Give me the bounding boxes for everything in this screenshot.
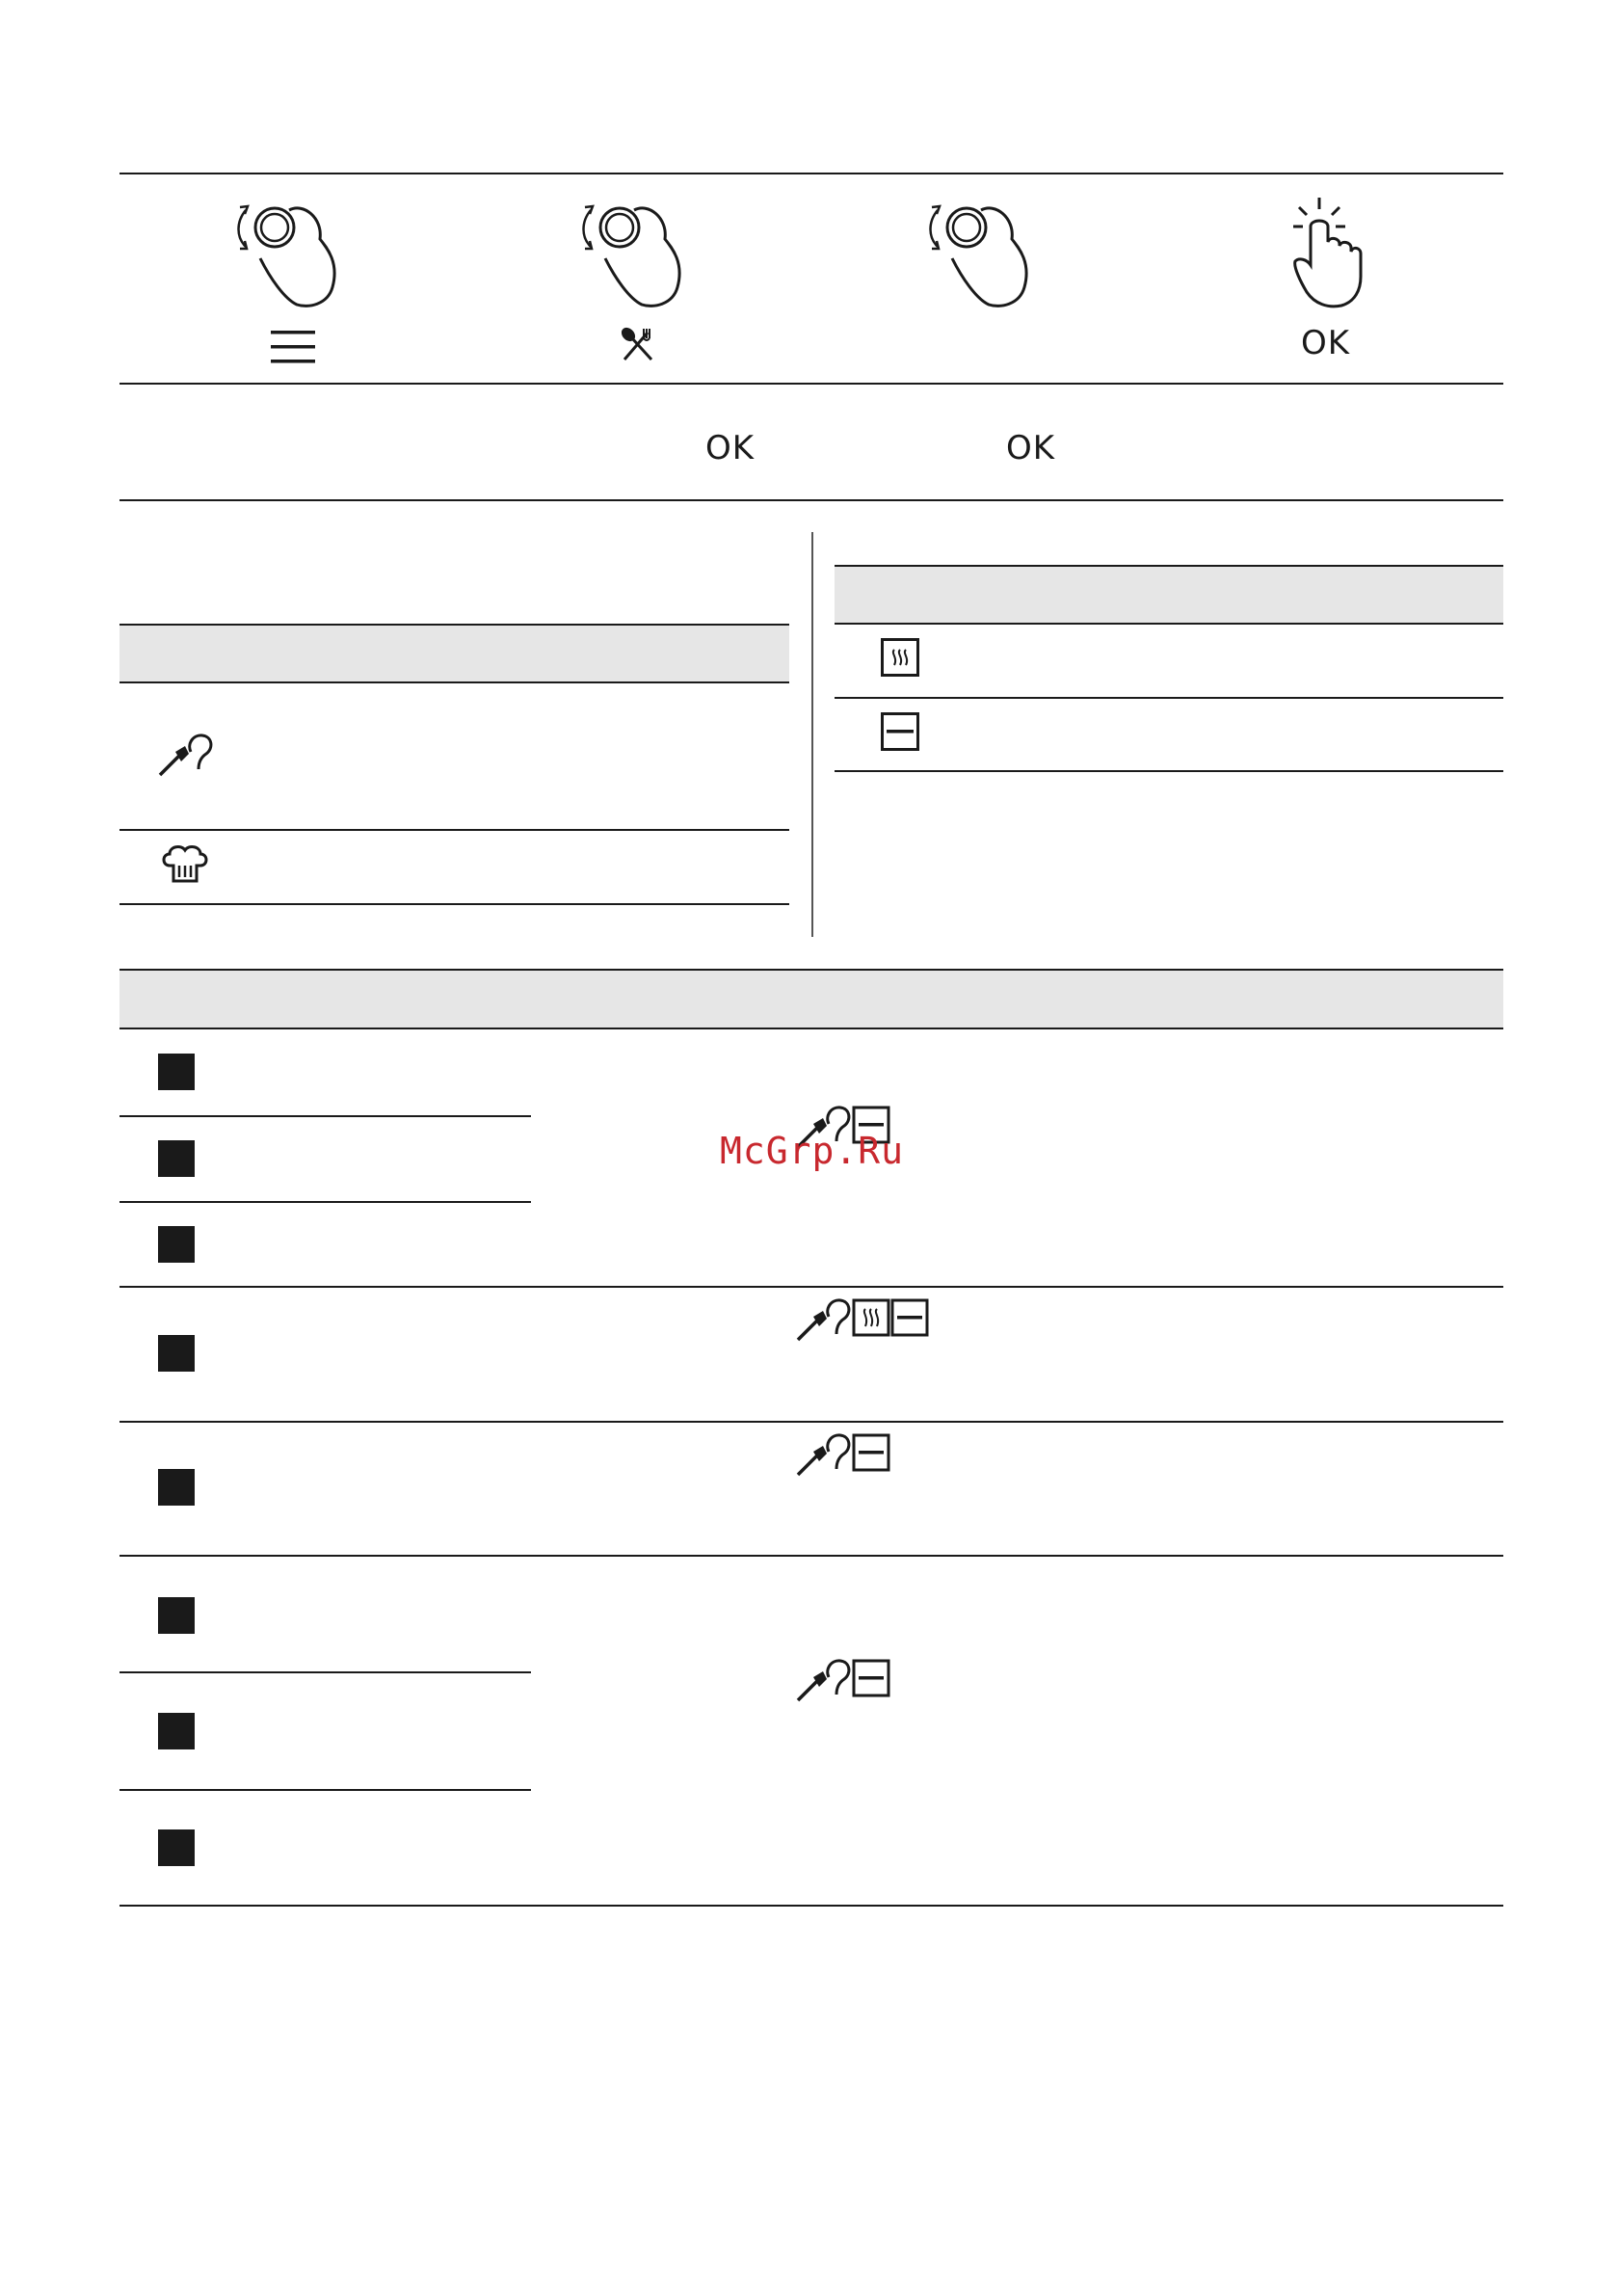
- finger-press-icon: [1282, 198, 1368, 311]
- food-sensor-heating-bottom-icon: [796, 1432, 892, 1477]
- row-marker: [158, 1713, 195, 1749]
- row-marker: [158, 1597, 195, 1634]
- knob-turn-hand-icon: [923, 191, 1029, 311]
- instruction-bottom-rule: [119, 499, 1503, 501]
- main-table-subrule: [119, 1115, 531, 1117]
- right-table-header: [835, 566, 1503, 624]
- left-table-header: [119, 625, 789, 682]
- main-table-rule: [119, 1028, 1503, 1029]
- main-table-rule: [119, 1286, 1503, 1288]
- ok-label: OK: [1301, 324, 1351, 362]
- row-marker: [158, 1829, 195, 1866]
- row-marker: [158, 1335, 195, 1372]
- heating-top-bottom-icon: [881, 638, 919, 677]
- menu-icon: [271, 331, 315, 363]
- right-table-rule: [835, 565, 1503, 567]
- right-table-rule: [835, 623, 1503, 625]
- cutlery-icon: [619, 325, 657, 363]
- instruction-top-rule: [119, 383, 1503, 385]
- row-marker: [158, 1054, 195, 1090]
- main-table-subrule: [119, 1789, 531, 1791]
- right-table-rule: [835, 770, 1503, 772]
- knob-turn-hand-icon: [231, 191, 337, 311]
- main-table-rule: [119, 1555, 1503, 1557]
- food-sensor-icon: [158, 733, 216, 777]
- main-table-rule: [119, 969, 1503, 971]
- top-rule: [119, 173, 1503, 174]
- main-table-subrule: [119, 1201, 531, 1203]
- ok-label: OK: [705, 429, 756, 467]
- main-table-subrule: [119, 1671, 531, 1673]
- left-table-rule: [119, 681, 789, 683]
- left-table-rule: [119, 829, 789, 831]
- main-table-rule: [119, 1905, 1503, 1907]
- left-table-rule: [119, 903, 789, 905]
- left-table-rule: [119, 624, 789, 626]
- main-table-rule: [119, 1421, 1503, 1423]
- heating-bottom-icon: [881, 712, 919, 751]
- column-divider: [811, 532, 813, 937]
- row-marker: [158, 1226, 195, 1263]
- steam-icon: [160, 842, 210, 885]
- row-marker: [158, 1140, 195, 1177]
- row-marker: [158, 1469, 195, 1506]
- food-sensor-heating-top-bottom-icon: [796, 1297, 931, 1342]
- watermark: McGrp.Ru: [720, 1130, 905, 1172]
- knob-turn-hand-icon: [576, 191, 682, 311]
- right-table-rule: [835, 697, 1503, 699]
- main-table-header: [119, 970, 1503, 1028]
- food-sensor-heating-bottom-icon: [796, 1658, 892, 1702]
- ok-label: OK: [1006, 429, 1056, 467]
